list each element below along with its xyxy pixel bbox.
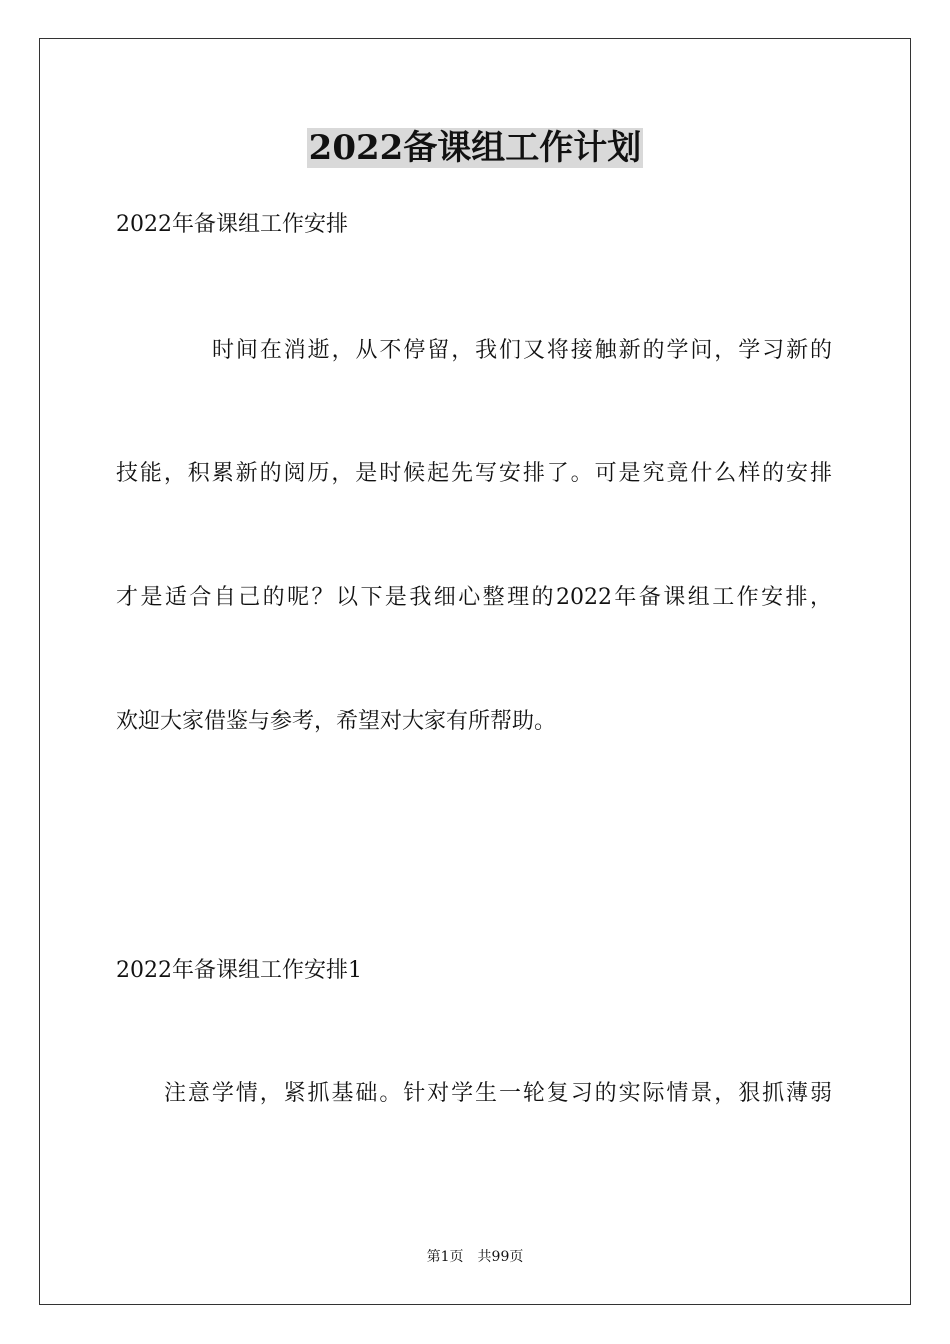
section-heading: 2022年备课组工作安排1 (116, 958, 362, 983)
document-title-text: 2022备课组工作计划 (308, 128, 642, 168)
intro-paragraph-line-2: 技能，积累新的阅历，是时候起先写安排了。可是究竟什么样的安排 (116, 461, 832, 486)
intro-paragraph-line-4: 欢迎大家借鉴与参考，希望对大家有所帮助。 (116, 709, 557, 734)
intro-paragraph-line-1: 时间在消逝，从不停留，我们又将接触新的学问，学习新的 (212, 338, 832, 363)
section-paragraph-line-1: 注意学情，紧抓基础。针对学生一轮复习的实际情景，狠抓薄弱 (164, 1081, 832, 1106)
intro-paragraph-line-3: 才是适合自己的呢？以下是我细心整理的2022年备课组工作安排， (116, 585, 832, 610)
document-subtitle: 2022年备课组工作安排 (116, 212, 348, 237)
page-footer: 第1页 共99页 (426, 1249, 524, 1265)
document-title (0, 126, 950, 170)
